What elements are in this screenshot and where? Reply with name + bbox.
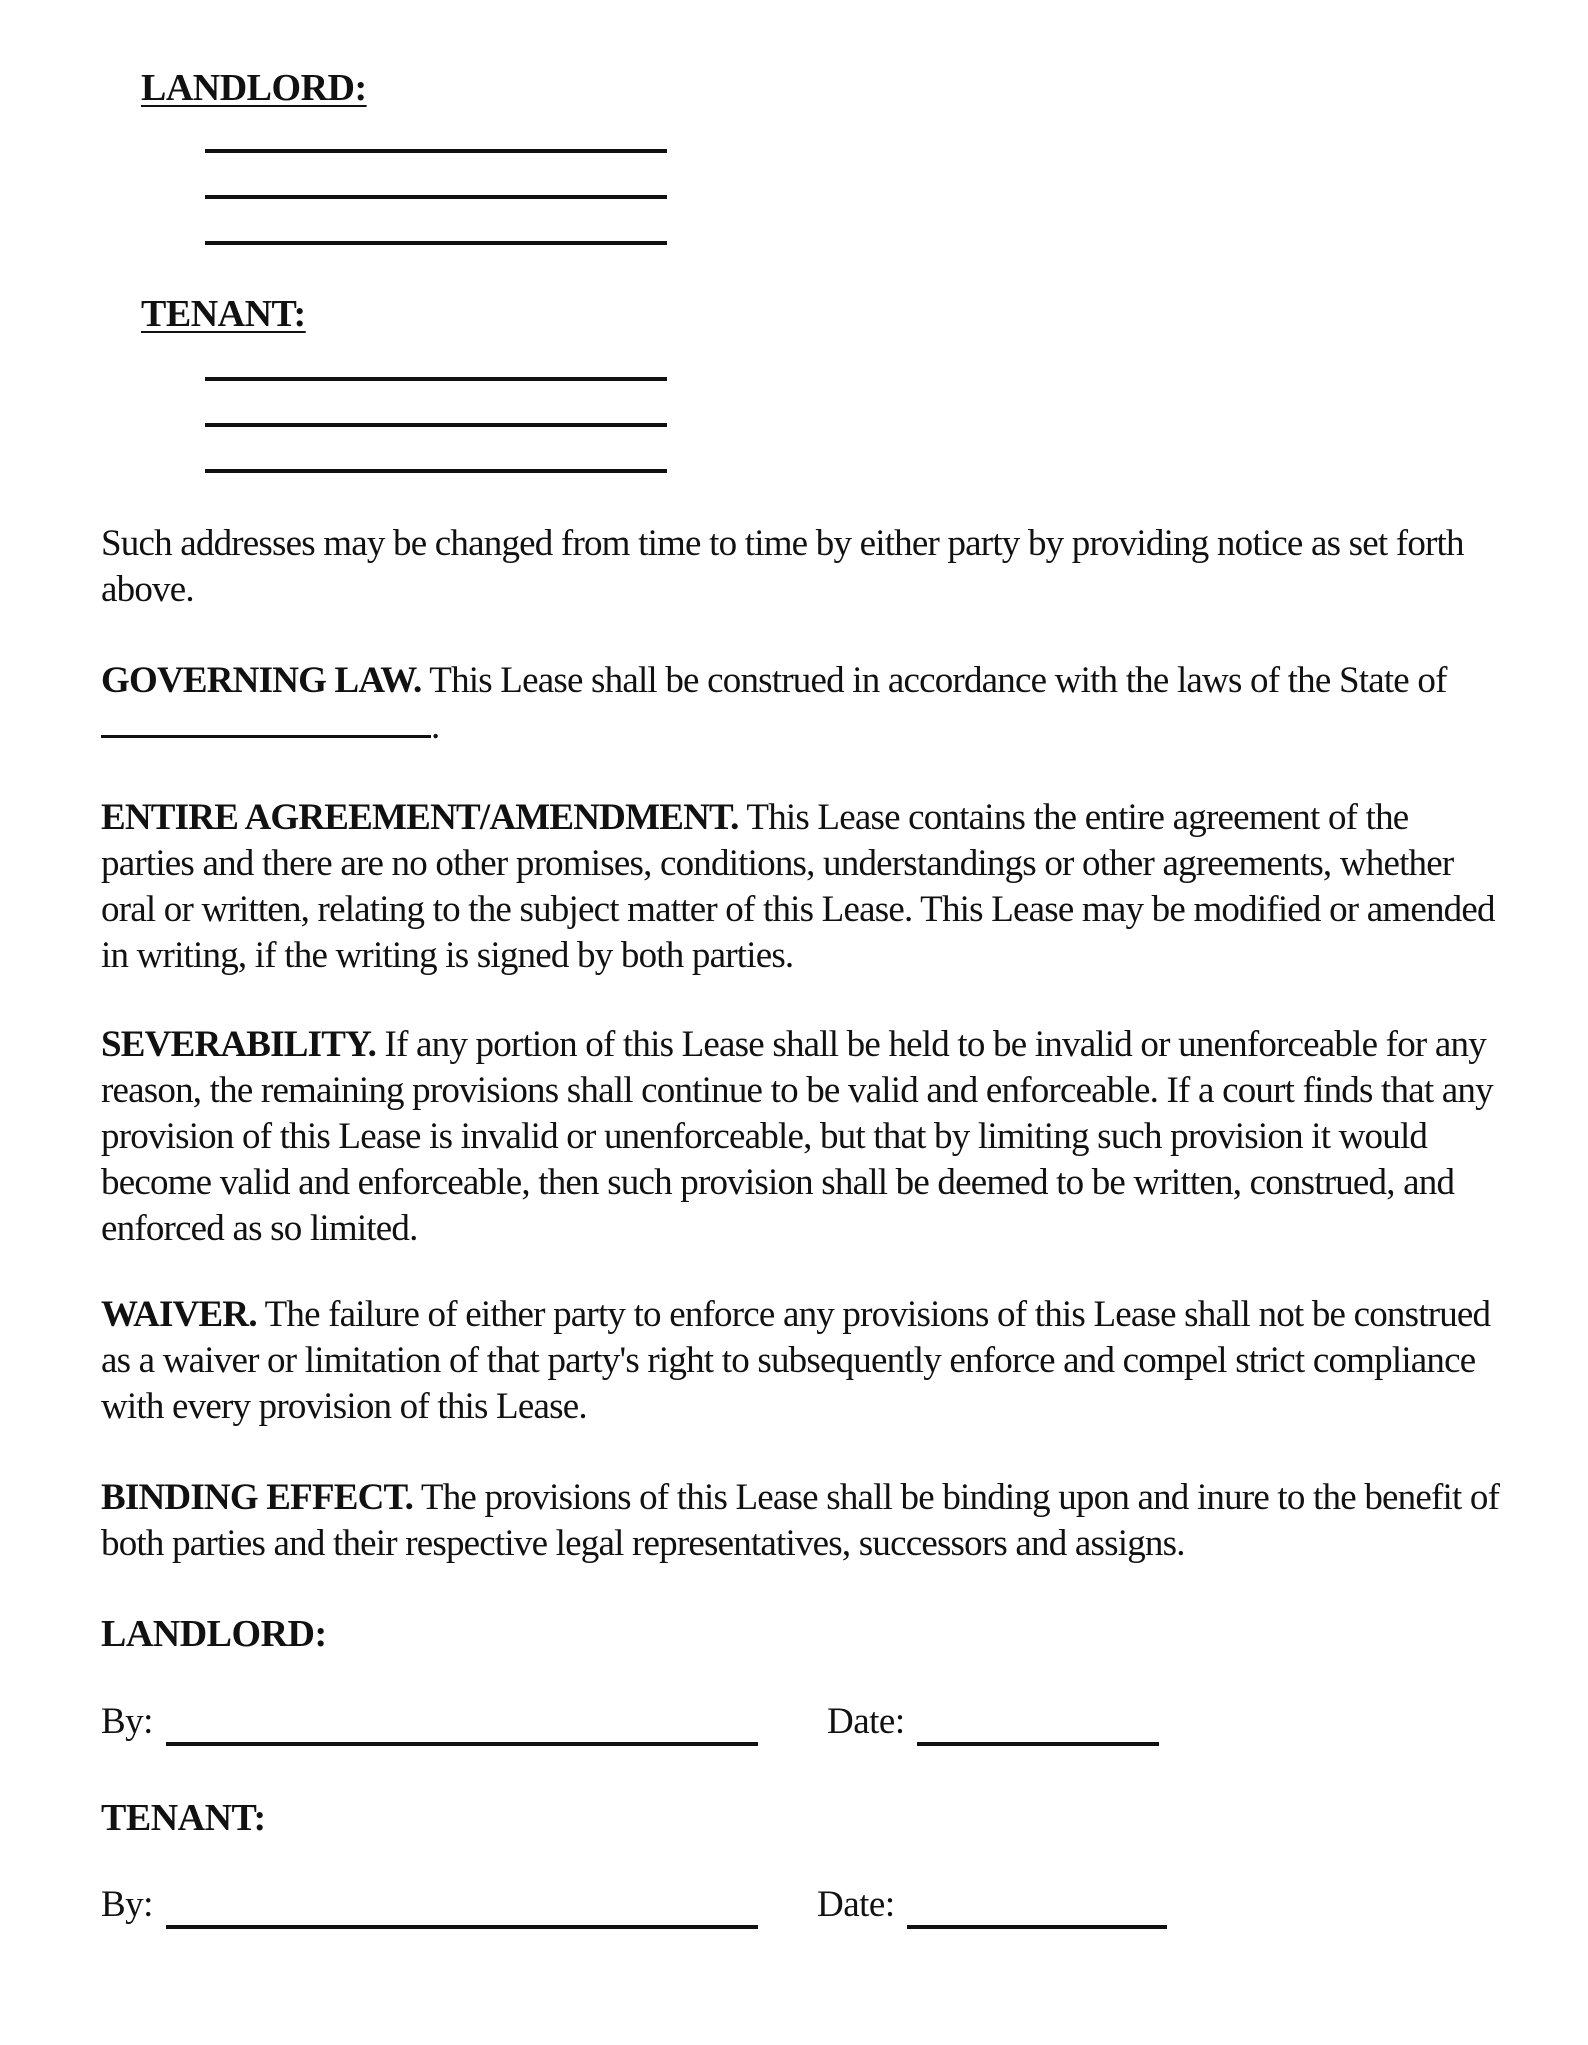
landlord-date-line[interactable] [917,1742,1159,1746]
waiver-paragraph [101,1292,1501,1430]
addresses-paragraph: Such addresses may be changed from time to time by either party by providing notice as set forth above. [101,523,1464,610]
landlord-signature-heading: LANDLORD: [101,1613,327,1655]
entire-agreement-text: This Lease contains the entire agreement of the parties and there are no other promises, conditions, understandings or other agreements, whether oral or written, relating to the subject matter of this Lease. This Lease may be modified or amended in writing, if the writing is signed by both parties. [101,797,1495,976]
binding-effect-paragraph [101,1475,1501,1567]
governing-law-text: This Lease shall be construed in accordance with the laws of the State of [421,660,1447,701]
severability-title: SEVERABILITY. [101,1024,377,1065]
severability-paragraph [101,1022,1501,1252]
landlord-by-label: By: [101,1701,153,1742]
tenant-signature-heading: TENANT: [101,1797,266,1839]
governing-law-title: GOVERNING LAW. [101,660,422,701]
state-blank[interactable] [101,705,431,738]
landlord-address-line-1[interactable] [205,149,667,153]
tenant-signature-line[interactable] [166,1925,758,1929]
landlord-address-heading: LANDLORD: [141,67,367,109]
severability-text: If any portion of this Lease shall be held to be invalid or unenforceable for any reason, the remaining provisions shall continue to be valid and enforceable. If a court finds that any provision of this Lease is invalid or unenforceable, but that by limiting such provision it would become valid and enforceable, then such provision shall be deemed to be written, construed, and enforced as so limited. [101,1024,1493,1249]
tenant-date-label: Date: [817,1884,895,1925]
tenant-address-line-2[interactable] [205,423,667,427]
entire-agreement-paragraph [101,795,1501,979]
binding-effect-title: BINDING EFFECT. [101,1477,414,1518]
binding-effect-text: The provisions of this Lease shall be binding upon and inure to the benefit of both parties and their respective legal representatives, successors and assigns. [101,1477,1500,1564]
landlord-address-line-3[interactable] [205,241,667,245]
governing-law-paragraph [101,658,1501,750]
tenant-address-line-1[interactable] [205,377,667,381]
waiver-text: The failure of either party to enforce any provisions of this Lease shall not be construed as a waiver or limitation of that party's right to subsequently enforce and compel strict compliance with every provision of this Lease. [101,1294,1491,1427]
waiver-title: WAIVER. [101,1294,257,1335]
tenant-by-label: By: [101,1884,153,1925]
entire-agreement-title: ENTIRE AGREEMENT/AMENDMENT. [101,797,739,838]
tenant-date-line[interactable] [907,1925,1167,1929]
landlord-address-line-2[interactable] [205,195,667,199]
landlord-date-label: Date: [827,1701,905,1742]
tenant-address-heading: TENANT: [141,293,306,335]
landlord-signature-line[interactable] [166,1742,758,1746]
governing-law-end: . [431,706,440,747]
tenant-address-line-3[interactable] [205,469,667,473]
